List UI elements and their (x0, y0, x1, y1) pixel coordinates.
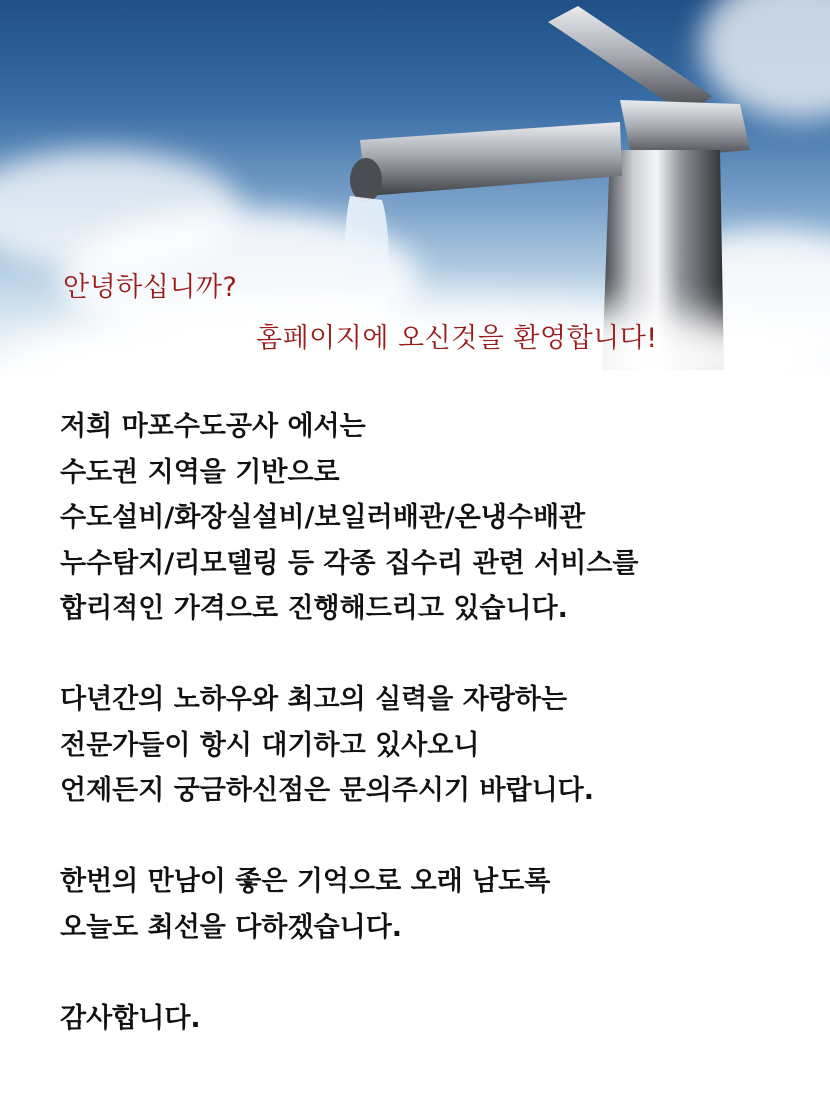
body-line: 수도설비/화장실설비/보일러배관/온냉수배관 (60, 502, 586, 533)
welcome-message: 홈페이지에 오신것을 환영합니다! (256, 323, 658, 354)
paragraph-gap (60, 632, 820, 678)
body-line: 누수탐지/리모델링 등 각종 집수리 관련 서비스를 (60, 547, 639, 579)
body-line: 저희 마포수도공사 에서는 (60, 411, 366, 442)
paragraph-gap (60, 950, 820, 996)
body-line: 수도권 지역을 기반으로 (60, 456, 340, 488)
body-line: 다년간의 노하우와 최고의 실력을 자랑하는 (60, 684, 568, 715)
body-line: 언제든지 궁금하신점은 문의주시기 바랍니다. (60, 775, 595, 806)
closing-line: 감사합니다. (60, 1002, 201, 1034)
greeting-title: 안녕하십니까? (63, 272, 238, 303)
body-line: 전문가들이 항시 대기하고 있사오니 (60, 729, 480, 761)
body-line: 합리적인 가격으로 진행해드리고 있습니다. (60, 593, 568, 624)
greeting-body (60, 404, 820, 1041)
body-line: 한번의 만남이 좋은 기억으로 오래 남도록 (60, 866, 551, 897)
body-line: 오늘도 최선을 다하겠습니다. (60, 911, 403, 943)
paragraph-gap (60, 814, 820, 860)
